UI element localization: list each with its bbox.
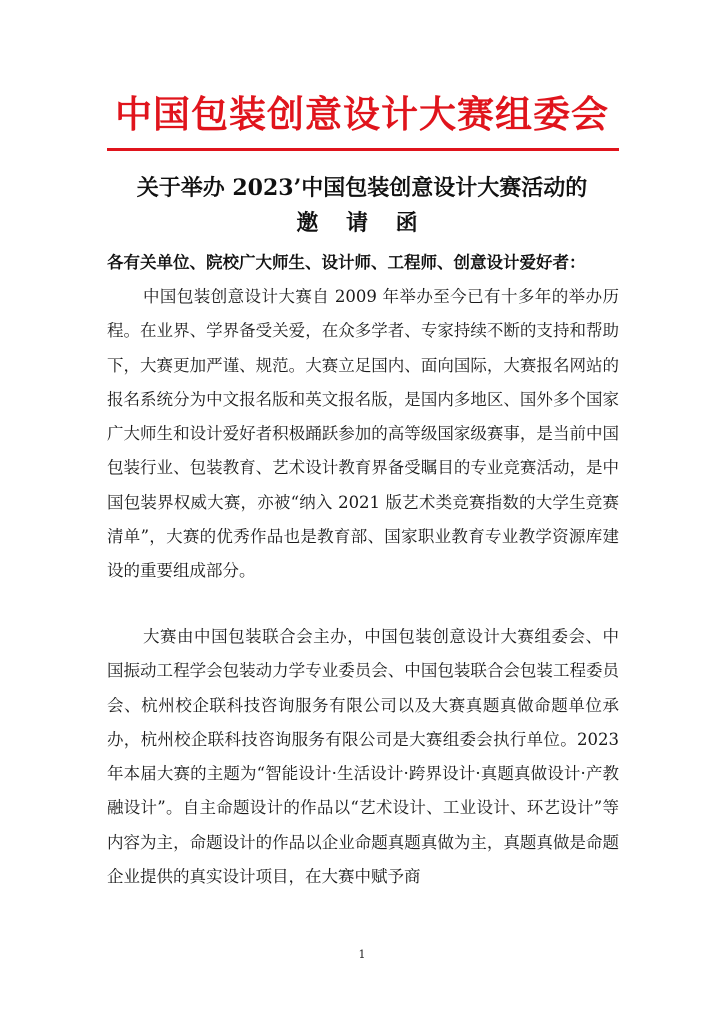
organization-header: 中国包装创意设计大赛组委会 <box>115 93 609 136</box>
salutation: 各有关单位、院校广大师生、设计师、工程师、创意设计爱好者： <box>107 253 586 272</box>
document-subtitle: 邀 请 函 <box>296 210 428 236</box>
body-paragraph-2: 大赛由中国包装联合会主办，中国包装创意设计大赛组委会、中国振动工程学会包装动力学专业委员会、中国包装联合会包装工程委员会、杭州校企联科技咨询服务有限公司以及大赛真题真做命题单位承办，杭州校企联科技咨询服务有限公司是大赛组委会执行单位。2023 年本届大赛的主题为“智能设计·生活设计·跨界设计·真题真做设计·产教融设计”。自主命题设计的作品以“艺术设计、工业设计、环艺设计”等内容为主，命题设计的作品以企业命题真题真做为主，真题真做是命题企业提供的真实设计项目，在大赛中赋予商 <box>107 627 619 887</box>
document-title: 关于举办 2023’中国包装创意设计大赛活动的 <box>136 175 588 201</box>
header-divider <box>107 148 619 151</box>
body-paragraph-1: 中国包装创意设计大赛自 2009 年举办至今已有十多年的举办历程。在业界、学界备受关爱，在众多学者、专家持续不断的支持和帮助下，大赛更加严谨、规范。大赛立足国内、面向国际，大赛报名网站的报名系统分为中文报名版和英文报名版，是国内多地区、国外多个国家广大师生和设计爱好者积极踊跃参加的高等级国家级赛事，是当前中国包装行业、包装教育、艺术设计教育界备受瞩目的专业竞赛活动，是中国包装界权威大赛，亦被“纳入 2021 版艺术类竞赛指数的大学生竞赛清单”，大赛的优秀作品也是教育部、国家职业教育专业教学资源库建设的重要组成部分。 <box>107 287 619 581</box>
page-number: 1 <box>358 948 366 961</box>
